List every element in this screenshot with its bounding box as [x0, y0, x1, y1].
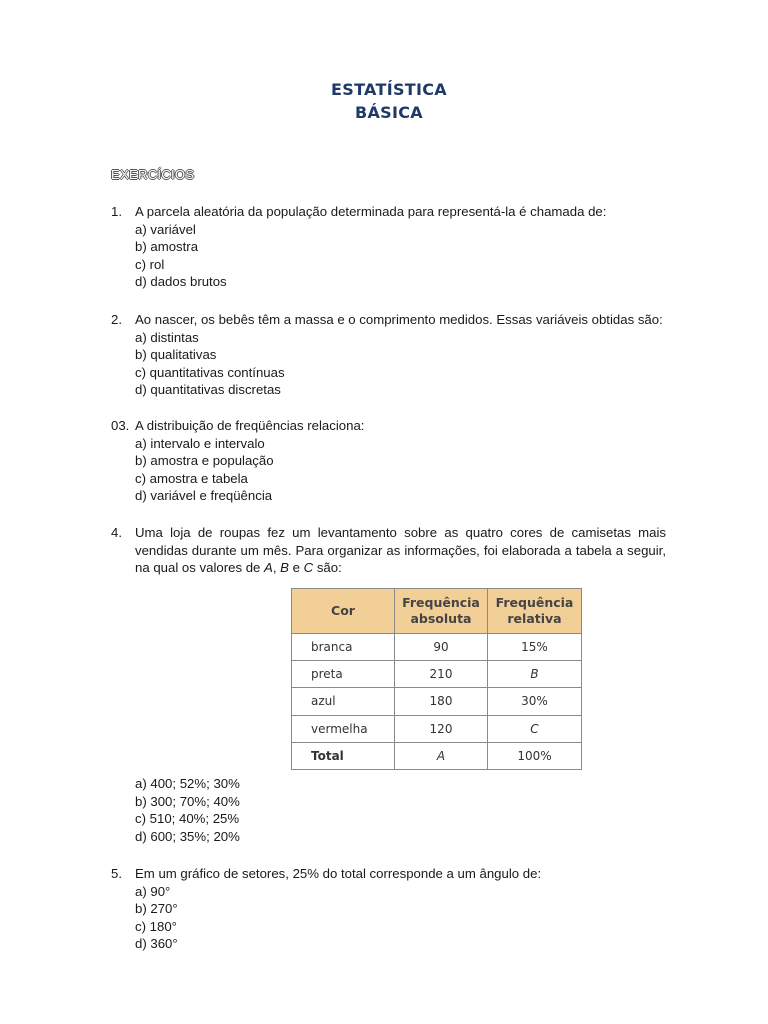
question-text-part: Uma loja de roupas fez um levantamento sobre as quatro cores de camisetas mais vendidas durante um mês. Para organizar as informações, foi elaborada a tabela a seguir, na qual os valores de — [135, 525, 666, 576]
table-cell: B — [488, 661, 582, 688]
table-row — [292, 715, 582, 742]
title-line-1: ESTATÍSTICA — [331, 80, 447, 99]
table-cell: Total — [292, 742, 395, 769]
question-3 — [111, 417, 666, 505]
table-cell: 100% — [488, 742, 582, 769]
question-text: Em um gráfico de setores, 25% do total corresponde a um ângulo de: — [135, 866, 542, 881]
question-text-part: são: — [313, 560, 342, 576]
variable-b: B — [280, 560, 289, 576]
variable-c: C — [303, 560, 314, 576]
option-a: a) 400; 52%; 30% — [135, 776, 240, 791]
question-text — [135, 524, 666, 577]
option-a: a) distintas — [135, 329, 199, 345]
table-cell: preta — [292, 661, 395, 688]
table-cell: branca — [292, 634, 395, 661]
table-row — [292, 634, 582, 661]
document-title — [0, 78, 768, 124]
option-a: a) 90° — [135, 883, 171, 899]
option-d: d) dados brutos — [135, 274, 227, 290]
option-b: b) qualitativas — [135, 347, 217, 363]
question-2 — [111, 311, 666, 399]
table-cell: 90 — [395, 634, 488, 661]
option-b: b) amostra e população — [135, 453, 274, 469]
table-cell: 15% — [488, 634, 582, 661]
option-c: c) amostra e tabela — [135, 470, 248, 486]
option-c: c) 180° — [135, 918, 177, 934]
option-d: d) 360° — [135, 936, 178, 952]
option-d: d) 600; 35%; 20% — [135, 828, 240, 844]
question-text-part: e — [288, 560, 304, 576]
option-d: d) variável e freqüência — [135, 488, 273, 504]
question-number: 03. — [111, 418, 130, 433]
table-total-row — [292, 742, 582, 769]
question-number: 5. — [111, 866, 122, 881]
question-number: 4. — [111, 525, 122, 540]
table-row — [292, 661, 582, 688]
table-cell: 30% — [488, 688, 582, 715]
table-header-cell: Frequência relativa — [488, 589, 582, 634]
question-number: 2. — [111, 312, 122, 327]
table-cell: C — [488, 715, 582, 742]
table-cell: vermelha — [292, 715, 395, 742]
question-4 — [111, 524, 666, 577]
table-cell: 210 — [395, 661, 488, 688]
variable-a: A — [264, 560, 273, 576]
question-text: A distribuição de freqüências relaciona: — [135, 418, 365, 433]
table-header-cell: Frequência absoluta — [395, 589, 488, 634]
question-4-options — [135, 775, 240, 845]
table-row — [292, 688, 582, 715]
table-cell: 180 — [395, 688, 488, 715]
option-a: a) intervalo e intervalo — [135, 435, 265, 451]
title-line-2: BÁSICA — [355, 103, 423, 122]
frequency-table — [291, 588, 582, 770]
option-b: b) 300; 70%; 40% — [135, 793, 240, 809]
question-1 — [111, 203, 666, 291]
table-cell: 120 — [395, 715, 488, 742]
table-header-row — [292, 589, 582, 634]
question-5 — [111, 865, 666, 953]
option-d: d) quantitativas discretas — [135, 382, 281, 398]
table-header-cell: Cor — [292, 589, 395, 634]
option-c: c) quantitativas contínuas — [135, 364, 285, 380]
option-a: a) variável — [135, 221, 196, 237]
table-cell: azul — [292, 688, 395, 715]
table-cell: A — [395, 742, 488, 769]
option-b: b) amostra — [135, 239, 199, 255]
option-b: b) 270° — [135, 901, 178, 917]
question-text: Ao nascer, os bebês têm a massa e o comprimento medidos. Essas variáveis obtidas são: — [135, 312, 663, 327]
question-number: 1. — [111, 204, 122, 219]
question-text: A parcela aleatória da população determinada para representá-la é chamada de: — [135, 204, 607, 219]
question-text-part: , — [272, 560, 281, 576]
option-c: c) 510; 40%; 25% — [135, 811, 240, 827]
section-heading: EXERCÍCIOS — [111, 167, 195, 182]
option-c: c) rol — [135, 256, 165, 272]
